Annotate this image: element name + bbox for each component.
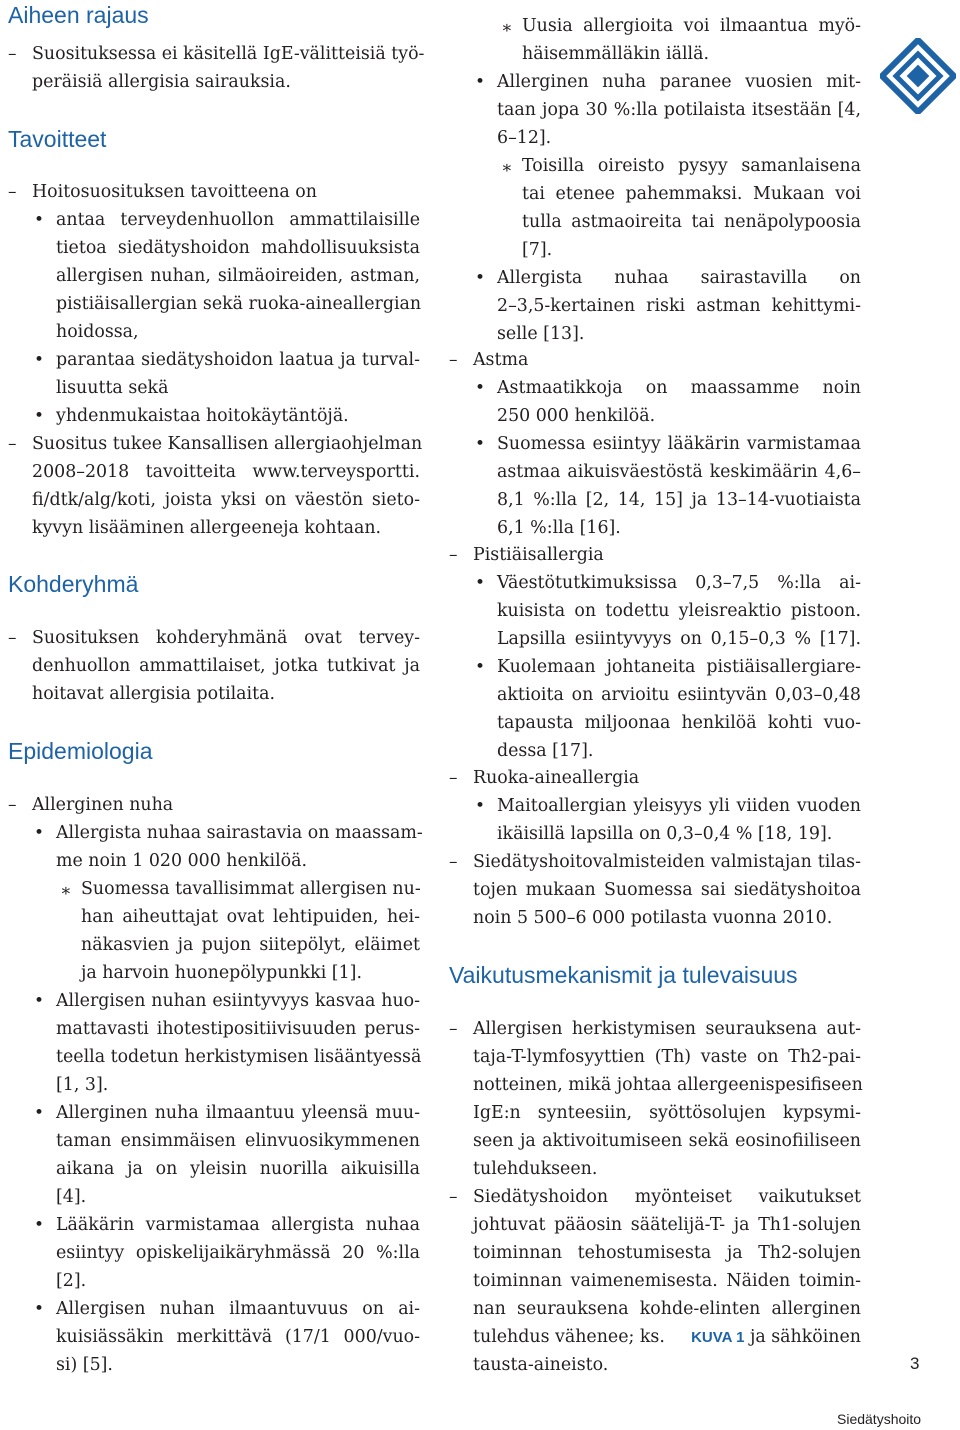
text-fragment: ja sähköinen bbox=[749, 1327, 861, 1347]
dash-marker: – bbox=[8, 795, 17, 815]
text-line: 2008–2018 tavoitteita www.terveysportti. bbox=[32, 462, 420, 482]
text-line: yhdenmukaistaa hoitokäytäntöjä. bbox=[56, 406, 349, 426]
heading-epidemiologia: Epidemiologia bbox=[8, 738, 153, 764]
text-line: selle [13]. bbox=[497, 324, 585, 344]
text-line: esiintyy opiskelijaikäryhmässä 20 %:lla bbox=[56, 1243, 420, 1263]
text-line: Siedätyshoitovalmisteiden valmistajan tilas- bbox=[473, 852, 861, 872]
text-fragment: tulehdus vähenee; ks. bbox=[473, 1327, 665, 1347]
heading-vaikutusmekanismit: Vaikutusmekanismit ja tulevaisuus bbox=[449, 962, 798, 988]
text-line: tulla astmaoireita tai nenäpolypoosia bbox=[522, 212, 861, 232]
text-line: Suomessa tavallisimmat allergisen nu- bbox=[81, 879, 421, 899]
text-line: nan seurauksena kohde-elinten allerginen bbox=[473, 1299, 861, 1319]
text-line: fi/dtk/alg/koti, joista yksi on väestön sieto- bbox=[32, 490, 420, 510]
text-line: kuisista on todettu yleisreaktio pistoon. bbox=[497, 601, 861, 621]
text-line: 6–12]. bbox=[497, 128, 552, 148]
text-line: Kuolemaan johtaneita pistiäisallergiare- bbox=[497, 657, 861, 677]
bullet-marker: • bbox=[34, 1299, 45, 1319]
asterisk-marker: ∗ bbox=[501, 158, 513, 178]
dash-marker: – bbox=[8, 44, 17, 64]
bullet-marker: • bbox=[34, 350, 45, 370]
page-number: 3 bbox=[910, 1354, 920, 1373]
figure-reference[interactable] bbox=[691, 1323, 861, 1351]
heading-kohderyhma: Kohderyhmä bbox=[8, 571, 139, 597]
text-line: noin 5 500–6 000 potilasta vuonna 2010. bbox=[473, 908, 833, 928]
text-line: si) [5]. bbox=[56, 1355, 113, 1375]
text-line: Ruoka-aineallergia bbox=[473, 768, 640, 788]
dash-marker: – bbox=[8, 182, 17, 202]
diamond-logo-icon bbox=[880, 38, 956, 114]
text-line: Toisilla oireisto pysyy samanlaisena bbox=[522, 156, 861, 176]
dash-marker: – bbox=[449, 350, 458, 370]
dash-marker: – bbox=[449, 852, 458, 872]
text-line: kyvyn lisääminen allergeeneja kohtaan. bbox=[32, 518, 382, 538]
text-line: toiminnan tehostumisesta ja Th2-solujen bbox=[473, 1243, 861, 1263]
text-line: aikana ja on yleisin nuorilla aikuisilla bbox=[56, 1159, 420, 1179]
text-line: taja-T-lymfosyyttien (Th) vaste on Th2-pai- bbox=[473, 1047, 861, 1067]
text-line: Uusia allergioita voi ilmaantua myö- bbox=[522, 16, 861, 36]
text-line: häisemmälläkin iällä. bbox=[522, 44, 709, 64]
text-line: Astma bbox=[473, 350, 529, 370]
bullet-marker: • bbox=[475, 72, 486, 92]
text-line: Suosituksen kohderyhmänä ovat tervey- bbox=[32, 628, 420, 648]
text-line: lisuutta sekä bbox=[56, 378, 169, 398]
text-line: denhuollon ammattilaiset, jotka tutkivat ja bbox=[32, 656, 420, 676]
dash-marker: – bbox=[8, 628, 17, 648]
text-line: 8,1 %:lla [2, 14, 15] ja 13–14-vuotiaista bbox=[497, 490, 861, 510]
text-line: seen ja aktivoitumiseen sekä eosinofiiliseen bbox=[473, 1131, 861, 1151]
text-line: tietoa siedätyshoidon mahdollisuuksista bbox=[56, 238, 420, 258]
bullet-marker: • bbox=[34, 1215, 45, 1235]
heading-aiheen-rajaus: Aiheen rajaus bbox=[8, 2, 149, 28]
text-line: tai etenee pahemmaksi. Mukaan voi bbox=[522, 184, 861, 204]
text-line: 6,1 %:lla [16]. bbox=[497, 518, 621, 538]
text-line: tulehdukseen. bbox=[473, 1159, 598, 1179]
text-line: Siedätyshoidon myönteiset vaikutukset bbox=[473, 1187, 861, 1207]
text-line: Maitoallergian yleisyys yli viiden vuoden bbox=[497, 796, 861, 816]
text-line: johtuvat pääosin säätelijä-T- ja Th1-solujen bbox=[473, 1215, 861, 1235]
bullet-marker: • bbox=[475, 796, 486, 816]
figure-link[interactable]: KUVA 1 bbox=[691, 1329, 745, 1346]
bullet-marker: • bbox=[34, 823, 45, 843]
heading-tavoitteet: Tavoitteet bbox=[8, 126, 107, 152]
text-line: Allerginen nuha ilmaantuu yleensä muu- bbox=[56, 1103, 420, 1123]
text-line: Hoitosuosituksen tavoitteena on bbox=[32, 182, 317, 202]
asterisk-marker: ∗ bbox=[60, 881, 72, 901]
text-line: Allerginen nuha bbox=[32, 795, 174, 815]
text-line: me noin 1 020 000 henkilöä. bbox=[56, 851, 308, 871]
bullet-marker: • bbox=[34, 991, 45, 1011]
text-line: Allergisen herkistymisen seurauksena aut- bbox=[473, 1019, 861, 1039]
text-line: han aiheuttajat ovat lehtipuiden, hei- bbox=[81, 907, 420, 927]
text-line: Allerginen nuha paranee vuosien mit- bbox=[497, 72, 861, 92]
text-line: Astmaatikkoja on maassamme noin bbox=[497, 378, 861, 398]
text-line: taan jopa 30 %:lla potilaista itsestään [4, bbox=[497, 100, 861, 120]
dash-marker: – bbox=[8, 434, 17, 454]
text-line: parantaa siedätyshoidon laatua ja turval- bbox=[56, 350, 420, 370]
dash-marker: – bbox=[449, 545, 458, 565]
text-line: 250 000 henkilöä. bbox=[497, 406, 656, 426]
text-line: pistiäisallergian sekä ruoka-aineallergian bbox=[56, 294, 422, 314]
text-line: hoidossa, bbox=[56, 322, 139, 342]
text-line: ja harvoin huonepölypunkki [1]. bbox=[81, 963, 362, 983]
text-line: astmaa aikuisväestöstä keskimäärin 4,6– bbox=[497, 462, 861, 482]
text-line-with-figure-ref bbox=[473, 1323, 861, 1351]
bullet-marker: • bbox=[475, 268, 486, 288]
text-line: [7]. bbox=[522, 240, 553, 260]
asterisk-marker: ∗ bbox=[501, 18, 513, 38]
bullet-marker: • bbox=[475, 378, 486, 398]
bullet-marker: • bbox=[34, 210, 45, 230]
text-line: Suositus tukee Kansallisen allergiaohjelman bbox=[32, 434, 423, 454]
text-line: toiminnan vaimenemisesta. Näiden toimin- bbox=[473, 1271, 861, 1291]
text-line: Allergista nuhaa sairastavia on maassam- bbox=[56, 823, 423, 843]
text-line: tausta-aineisto. bbox=[473, 1355, 609, 1375]
publication-title: Siedätyshoito bbox=[837, 1411, 922, 1427]
text-line: Allergista nuhaa sairastavilla on bbox=[497, 268, 861, 288]
text-line: Allergisen nuhan esiintyvyys kasvaa huo- bbox=[56, 991, 420, 1011]
text-line: aktioita on arvioitu esiintyvän 0,03–0,48 bbox=[497, 685, 861, 705]
text-line: IgE:n synteesiin, syöttösolujen kypsymi- bbox=[473, 1103, 861, 1123]
dash-marker: – bbox=[449, 768, 458, 788]
dash-marker: – bbox=[449, 1019, 458, 1039]
text-line: Lääkärin varmistamaa allergista nuhaa bbox=[56, 1215, 420, 1235]
text-line: Väestötutkimuksissa 0,3–7,5 %:lla ai- bbox=[497, 573, 861, 593]
text-line: allergisen nuhan, silmäoireiden, astman, bbox=[56, 266, 420, 286]
bullet-marker: • bbox=[475, 657, 486, 677]
text-line: kuisiässäkin merkittävä (17/1 000/vuo- bbox=[56, 1327, 420, 1347]
bullet-marker: • bbox=[475, 434, 486, 454]
text-line: Suosituksessa ei käsitellä IgE-välitteisiä työ- bbox=[32, 44, 425, 64]
text-line: 2–3,5-kertainen riski astman kehittymi- bbox=[497, 296, 861, 316]
text-line: teella todetun herkistymisen lisääntyessä bbox=[56, 1047, 422, 1067]
bullet-marker: • bbox=[34, 406, 45, 426]
text-line: peräisiä allergisia sairauksia. bbox=[32, 72, 291, 92]
text-line: notteinen, mikä johtaa allergeenispesifiseen bbox=[473, 1075, 863, 1095]
text-line: antaa terveydenhuollon ammattilaisille bbox=[56, 210, 420, 230]
text-line: ikäisillä lapsilla on 0,3–0,4 % [18, 19]. bbox=[497, 824, 833, 844]
text-line: taman ensimmäisen elinvuosikymmenen bbox=[56, 1131, 420, 1151]
text-line: [1, 3]. bbox=[56, 1075, 109, 1095]
text-line: dessa [17]. bbox=[497, 741, 594, 761]
text-line: tojen mukaan Suomessa sai siedätyshoitoa bbox=[473, 880, 861, 900]
text-line: tapausta miljoonaa henkilöä kohti vuo- bbox=[497, 713, 861, 733]
text-line: Suomessa esiintyy lääkärin varmistamaa bbox=[497, 434, 861, 454]
text-line: näkasvien ja pujon siitepölyt, eläimet bbox=[81, 935, 420, 955]
text-line: [4]. bbox=[56, 1187, 87, 1207]
text-line: [2]. bbox=[56, 1271, 87, 1291]
text-line: Lapsilla esiintyvyys on 0,15–0,3 % [17]. bbox=[497, 629, 861, 649]
bullet-marker: • bbox=[34, 1103, 45, 1123]
text-line: mattavasti ihotestipositiivisuuden perus- bbox=[56, 1019, 420, 1039]
bullet-marker: • bbox=[475, 573, 486, 593]
dash-marker: – bbox=[449, 1187, 458, 1207]
text-line: Pistiäisallergia bbox=[473, 545, 604, 565]
text-line: Allergisen nuhan ilmaantuvuus on ai- bbox=[56, 1299, 420, 1319]
text-line: hoitavat allergisia potilaita. bbox=[32, 684, 276, 704]
